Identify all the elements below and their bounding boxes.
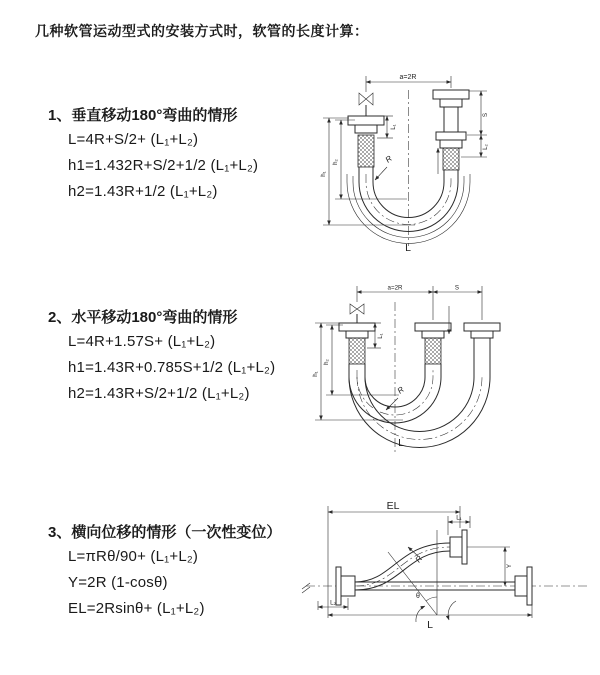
dim-label-l1: L₁: [390, 124, 397, 130]
displaced-hose-position: [355, 530, 510, 590]
dim-label-l1: L₁: [377, 333, 384, 339]
angle-construction: [388, 530, 456, 622]
section-2-heading: [48, 306, 237, 327]
dimension-y: [505, 547, 513, 586]
left-hose-end: [339, 323, 375, 377]
dimension-l-total: [328, 595, 532, 631]
section-1-formula-h2: h2=1.43R+1/2 (L₁+L₂): [68, 183, 218, 200]
section-2-heading-text: 水平移动180°弯曲的情形: [71, 309, 238, 326]
dimension-a2r: [366, 74, 451, 92]
figure-3-lateral-displacement-diagram: [298, 498, 598, 648]
section-1-heading-text: 垂直移动180°弯曲的情形: [71, 107, 238, 124]
section-1-formula-L: L=4R+S/2+ (L₁+L₂): [68, 131, 199, 148]
dim-label-y: Y: [506, 563, 513, 569]
dim-label-theta: θ: [416, 593, 420, 600]
dim-label-a2r: a=2R: [387, 284, 403, 292]
dim-label-s: S: [482, 112, 489, 118]
valve-icon: [359, 93, 373, 116]
page-title: 几种软管运动型式的安装方式时，软管的长度计算：: [35, 23, 369, 39]
figure-2-horizontal-bend-diagram: [303, 282, 598, 460]
radius-callout: [375, 154, 394, 180]
dim-label-l2: L₂: [482, 144, 489, 150]
section-3-heading: [48, 521, 281, 542]
dim-label-l-total: L: [405, 242, 411, 254]
right-hose-end: [464, 323, 500, 377]
u-bend-hose-position-2: [349, 377, 490, 448]
dim-label-l-total: L: [398, 437, 404, 449]
section-1-formula-h1: h1=1.432R+S/2+1/2 (L₁+L₂): [68, 157, 259, 174]
dim-label-h1: h₁: [312, 371, 319, 377]
dim-label-l: L: [427, 619, 433, 631]
dim-label-h2: h₂: [323, 359, 330, 365]
dim-label-a2r: a=2R: [399, 74, 417, 81]
dim-label-h1: h₁: [320, 171, 327, 177]
dimension-h1: [320, 118, 415, 225]
break-mark: [302, 583, 310, 593]
radius-callout: [408, 547, 424, 564]
dimension-s: [461, 91, 489, 157]
section-2-formula-L: L=4R+1.57S+ (L₁+L₂): [68, 333, 216, 350]
valve-icon: [350, 304, 364, 323]
section-2-formula-h1: h1=1.43R+0.785S+1/2 (L₁+L₂): [68, 359, 276, 376]
right-hose-end: [433, 90, 469, 182]
section-3-heading-text: 横向位移的情形（一次性变位）: [71, 524, 282, 541]
section-1-number: 1、: [48, 107, 72, 124]
section-3-formula-EL: EL=2Rsinθ+ (L₁+L₂): [68, 600, 205, 617]
dim-label-h2: h₂: [332, 159, 339, 165]
dim-label-r: R: [395, 384, 406, 396]
section-3-number: 3、: [48, 524, 72, 541]
section-1-heading: [48, 104, 237, 125]
section-3-formula-L: L=πRθ/90+ (L₁+L₂): [68, 548, 199, 565]
left-hose-end: [348, 116, 384, 182]
dimension-l2: [318, 598, 348, 610]
dim-label-r: R: [383, 153, 394, 165]
dimension-a2r: [357, 285, 482, 321]
dim-label-s: S: [454, 284, 460, 292]
dim-label-r: R: [413, 554, 425, 565]
section-2-number: 2、: [48, 309, 72, 326]
section-3-formula-Y: Y=2R (1-cosθ): [68, 574, 168, 591]
dim-label-l2: L₂: [330, 599, 336, 607]
figure-1-vertical-bend-diagram: [303, 68, 598, 260]
dim-label-l1: L₁: [456, 514, 462, 522]
section-2-formula-h2: h2=1.43R+S/2+1/2 (L₁+L₂): [68, 385, 250, 402]
left-flange: [336, 567, 355, 605]
dim-label-el: EL: [386, 500, 400, 512]
